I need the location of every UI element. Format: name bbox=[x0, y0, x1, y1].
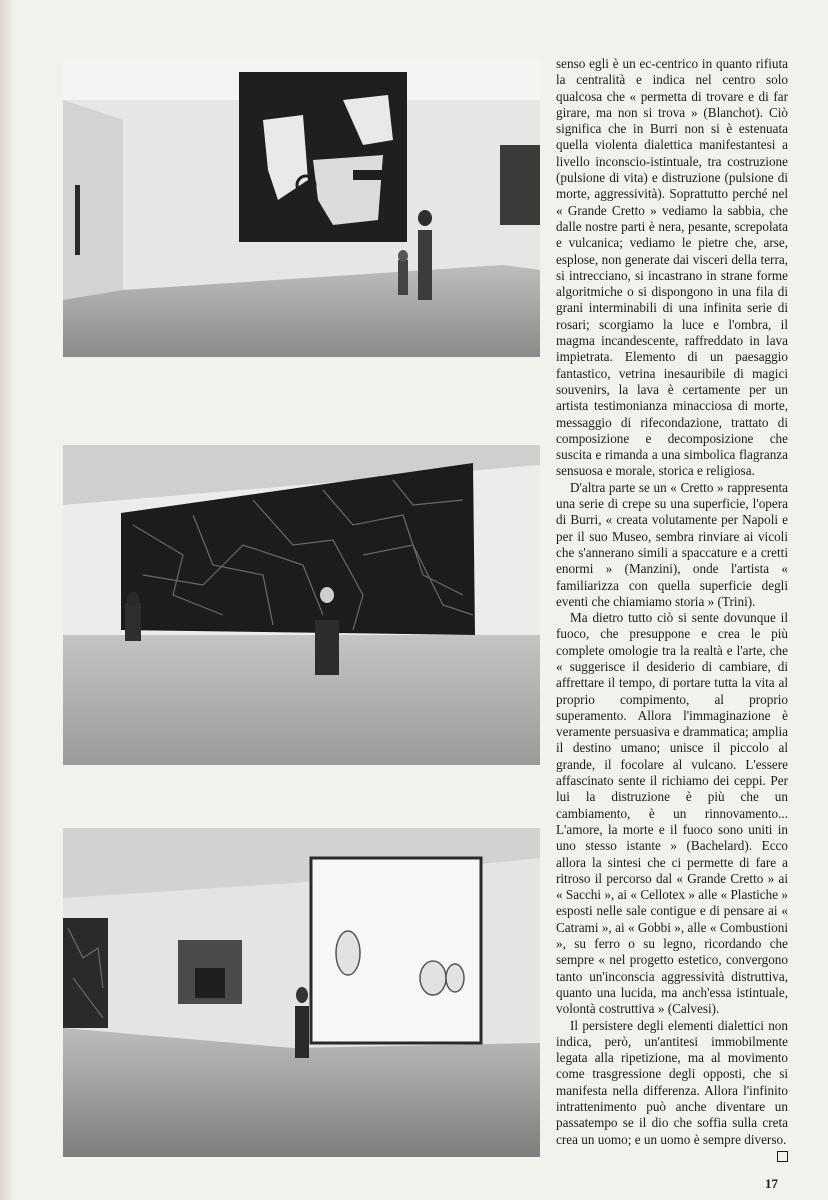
page-gutter-shadow bbox=[0, 0, 14, 1200]
gallery-photo-grande-cretto bbox=[63, 445, 540, 765]
article-paragraph: senso egli è un ec-centrico in quanto rifiuta la centralità e indica nel centro solo qualcosa che « permetta di trovare e di far girare, ma non si trova » (Blanchot). Ciò significa che in Burri non si è estenuata quella violenta dialettica manifestantesi a livello inconscio-istintuale, tra costruzione (pulsione di vita) e distruzione (pulsione di morte, aggressività). Soprattutto perché nel « Grande Cretto » vediamo la sabbia, che dalle nostre parti è nera, pesante, screpolata e vulcanica; vediamo le pietre che, arse, esplose, non generate dai visceri della terra, si intrecciano, si incastrano in strane forme algoritmiche o si dispongono in una fila di grani interminabili di una infinita serie di rosari; scorgiamo la luce e l'ombra, il magma incandescente, raffreddato in lava impietrata. Elemento di un paesaggio fantastico, vetrina inesauribile di magici souvenirs, la lava è certamente per un artista testimonianza minacciosa di morte, messaggio di rifecondazione, trattato di composizione e decomposizione che suscita e rimanda a una simbolica flagranza sensuosa e morale, storica e religiosa. bbox=[556, 56, 788, 479]
page-number: 17 bbox=[765, 1176, 778, 1191]
article-paragraph: D'altra parte se un « Cretto » rappresenta una serie di crepe su una superficie, l'opera di Burri, « creata volutamente per Napoli e per il suo Museo, sembra rinviare ai vicoli che s'annerano simili a spaccature e a cretti enormi » (Manzini), onde l'artista « familiarizza con quella superficie degli eventi che chiamiamo storia » (Trini). bbox=[556, 479, 788, 609]
gallery-photo-combustioni-room bbox=[63, 828, 540, 1157]
end-of-article-square-icon bbox=[777, 1151, 788, 1162]
gallery-photo-abstract-mural bbox=[63, 60, 540, 357]
article-paragraph-last bbox=[556, 1018, 788, 1148]
article-text-column bbox=[556, 56, 788, 1162]
article-paragraph-text: Il persistere degli elementi dialettici non indica, però, un'antitesi immobilmente legata alla ripetizione, ma al movimento come trasgressione degli opposti, che si manifesta nella differenza. Allora l'infinito intrattenimento può anche diventare un passatempo se il dio che soffia sulla creta crea un uomo; e un uomo è sempre diverso. bbox=[556, 1017, 788, 1147]
article-paragraph: Ma dietro tutto ciò si sente dovunque il fuoco, che presuppone e crea le più complete omologie tra la realtà e l'arte, che « suggerisce il desiderio di cambiare, di affrettare il tempo, di portare tutta la vita al proprio compimento, al proprio superamento. Allora l'immaginazione è veramente persuasiva e drammatica; amplia il destino umano; unisce il piccolo al grande, il focolare al vulcano. L'essere affascinato sente il richiamo dei ceppi. Per lui la distruzione è più che un cambiamento, è un rinnovamento... L'amore, la morte e il fuoco sono uniti in uno stesso istante » (Bachelard). Ecco allora la sintesi che ci permette di fare a ritroso il percorso dal « Grande Cretto » ai « Sacchi », ai « Cellotex » alle « Plastiche » esposti nelle sale contigue e di pensare ai « Catrami », ai « Gobbi », alle « Combustioni », su ferro o su legno, ricordando che sempre « nel progetto estetico, convergono tanto un'inconscia aggressività distruttiva, quanto una lucida, ma anch'essa istintuale, volontà costruttiva » (Calvesi). bbox=[556, 610, 788, 1017]
